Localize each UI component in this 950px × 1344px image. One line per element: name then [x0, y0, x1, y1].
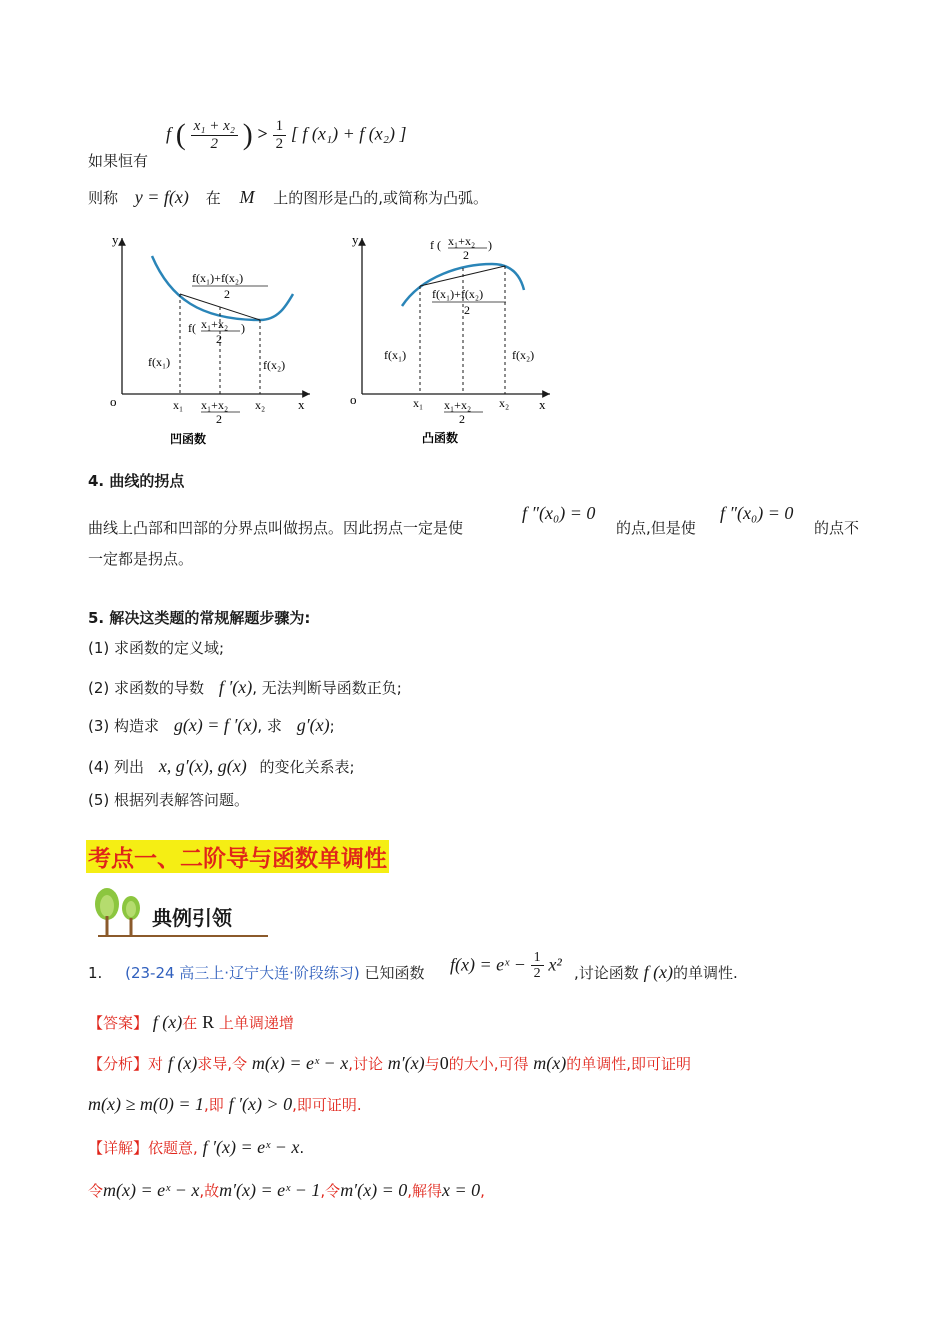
x1-tick: x₁ — [173, 398, 184, 412]
concave-curve — [152, 256, 293, 320]
analysis-text-f: 的单调性,即可证明 — [566, 1055, 692, 1073]
rhs-bracket: [ f (x₁) + f (x₂) ] — [290, 123, 407, 144]
tree-icon — [90, 886, 150, 938]
problem-func — [450, 950, 562, 982]
convex-def-line — [88, 187, 488, 208]
concave-caption: 凹函数 — [170, 432, 207, 446]
analysis-text-e: 的大小,可得 — [448, 1055, 529, 1073]
step-1: (1) 求函数的定义域; — [88, 639, 225, 657]
chord-mid-den: 2 — [464, 303, 470, 317]
section4-title: 4. 曲线的拐点 — [88, 472, 185, 490]
analysis-m-prime: m′(x) — [387, 1053, 425, 1073]
step3-g-prime: g′(x) — [296, 715, 330, 735]
detail-tag: 【详解】 — [88, 1139, 149, 1157]
fx1-label: f(x₁) — [384, 348, 407, 362]
analysis-fx: f (x) — [167, 1053, 198, 1073]
f-symbol: f — [166, 123, 172, 144]
problem-text-a: 已知函数 — [364, 964, 425, 982]
set-symbol: M — [239, 187, 255, 207]
answer-text-b: 上单调递增 — [218, 1014, 294, 1032]
x-label: x — [539, 397, 546, 412]
then-word: 则称 — [88, 189, 119, 207]
x2-tick: x₂ — [499, 396, 510, 410]
banner-underline — [98, 935, 268, 937]
detail-line-1 — [88, 1137, 304, 1158]
detail-end: . — [299, 1139, 305, 1157]
chord-mid-den: 2 — [224, 287, 230, 301]
curve-mid-den: 2 — [463, 248, 469, 262]
detail-x0: x = 0 — [442, 1180, 481, 1200]
chord-mid-label: f(x₁)+f(x₂) — [432, 287, 484, 301]
answer-fx: f (x) — [152, 1012, 183, 1032]
paren-close: ) — [242, 118, 253, 151]
section4-text-d: 一定都是拐点。 — [88, 550, 194, 568]
step2-text-b: , 无法判断导函数正负; — [252, 679, 402, 697]
answer-tag: 【答案】 — [88, 1014, 149, 1032]
convex-def-suffix: 上的图形是凸的,或简称为凸弧。 — [273, 189, 489, 207]
kaodian-heading: 考点一、二阶导与函数单调性 — [86, 840, 389, 873]
inequality-formula — [166, 118, 406, 168]
fx2-label: f(x₂) — [263, 358, 286, 372]
analysis-line-2 — [88, 1094, 362, 1115]
origin-label: o — [350, 392, 357, 407]
analysis-tag: 【分析】 — [88, 1055, 149, 1073]
x2-tick: x₂ — [255, 398, 266, 412]
analysis-text-c: ,讨论 — [348, 1055, 383, 1073]
inflection-formula-2: f ″(x₀) = 0 — [720, 503, 794, 523]
section4-text-b: 的点,但是使 — [616, 519, 696, 537]
step4-formula: x, g′(x), g(x) — [158, 756, 247, 776]
step3-formula: g(x) = f ′(x) — [173, 715, 258, 735]
step3-text-b: , 求 — [257, 717, 282, 735]
curve-mid-den: 2 — [216, 332, 222, 346]
section5-title: 5. 解决这类题的常规解题步骤为: — [88, 609, 311, 627]
convex-def-prefix: 如果恒有 — [88, 152, 149, 170]
analysis-text-d: 与 — [424, 1055, 440, 1073]
detail-text-a: 依题意, — [148, 1139, 198, 1157]
xmid-num: x₁+x₂ — [201, 398, 229, 412]
curve-mid-prefix: f( — [188, 321, 196, 335]
in-word: 在 — [205, 189, 221, 207]
curve-mid-num: x₁+x₂ — [201, 317, 229, 331]
fx2-label: f(x₂) — [512, 348, 535, 362]
problem-fx: f (x) — [643, 962, 674, 982]
analysis-inequality: m(x) ≥ m(0) = 1 — [88, 1094, 204, 1114]
curve-mid-prefix: f ( — [430, 238, 441, 252]
step2-text: (2) 求函数的导数 — [88, 679, 205, 697]
x-label: x — [298, 397, 305, 412]
xmid-den: 2 — [216, 412, 222, 426]
half-fraction: $\frac{1}{2}$ — [273, 118, 287, 152]
step4-text-b: 的变化关系表; — [259, 758, 355, 776]
detail-gu: ,故 — [199, 1182, 220, 1200]
y-label: y — [352, 232, 359, 247]
paren-open: ( — [175, 118, 186, 151]
y-label: y — [112, 232, 119, 247]
step-3 — [88, 715, 335, 736]
detail-ling2: ,令 — [320, 1182, 341, 1200]
analysis-m-def: m(x) = eˣ − x — [251, 1053, 349, 1073]
problem-1 — [88, 962, 425, 983]
xmid-num: x₁+x₂ — [444, 398, 472, 412]
section4-text-c: 的点不 — [814, 519, 860, 537]
convex-caption: 凸函数 — [422, 431, 459, 445]
problem-source: (23-24 高三上·辽宁大连·阶段练习) — [125, 964, 360, 982]
arg-fraction: $\frac{\text{x₁ + x₂}}{2}$ — [191, 118, 238, 152]
detail-m-prime-zero: m′(x) = 0 — [340, 1180, 408, 1200]
curve-mid-num: x₁+x₂ — [448, 234, 476, 248]
curve-mid-suffix: ) — [488, 238, 492, 252]
inflection-formula-1: f ″(x₀) = 0 — [522, 503, 596, 523]
problem-text-b-line — [574, 962, 738, 983]
x1-tick: x₁ — [413, 396, 424, 410]
answer-text-a: 在 — [182, 1014, 198, 1032]
concave-function-figure — [100, 228, 330, 450]
fx1-label: f(x₁) — [148, 355, 171, 369]
answer-line — [88, 1012, 294, 1033]
problem-number: 1. — [88, 964, 103, 982]
step4-text: (4) 列出 — [88, 758, 145, 776]
answer-R: R — [202, 1012, 215, 1032]
detail-jie: ,解得 — [407, 1182, 443, 1200]
example-banner-label: 典例引领 — [152, 906, 232, 930]
step3-text: (3) 构造求 — [88, 717, 160, 735]
analysis-text-h: ,即可证明. — [292, 1096, 362, 1114]
origin-label: o — [110, 394, 117, 409]
xmid-den: 2 — [459, 412, 465, 426]
step-2 — [88, 677, 402, 698]
func-tail: x² — [548, 954, 562, 975]
analysis-text-a: 对 — [148, 1055, 164, 1073]
detail-m-prime-def: m′(x) = eˣ − 1 — [219, 1180, 321, 1200]
step-4 — [88, 756, 355, 777]
func-expr: y = f(x) — [134, 187, 189, 207]
step-5: (5) 根据列表解答问题。 — [88, 791, 250, 809]
analysis-line-1 — [88, 1053, 691, 1074]
detail-line-2 — [88, 1180, 485, 1201]
example-banner — [90, 886, 270, 938]
convex-function-figure — [342, 228, 567, 450]
analysis-fprime-pos: f ′(x) > 0 — [228, 1094, 293, 1114]
step3-text-c: ; — [329, 717, 335, 735]
curve-mid-suffix: ) — [241, 321, 245, 335]
chord-mid-label: f(x₁)+f(x₂) — [192, 271, 244, 285]
analysis-text-g: ,即 — [204, 1096, 224, 1114]
problem-text-c: 的单调性. — [673, 964, 738, 982]
analysis-m: m(x) — [533, 1053, 567, 1073]
section4-text-a: 曲线上凸部和凹部的分界点叫做拐点。因此拐点一定是使 — [88, 519, 464, 537]
problem-text-b: ,讨论函数 — [574, 964, 639, 982]
analysis-zero: 0 — [439, 1053, 449, 1073]
func-lhs: f(x) = eˣ − — [450, 954, 526, 975]
detail-fprime: f ′(x) = eˣ − x — [202, 1137, 300, 1157]
detail-tail: , — [480, 1182, 485, 1200]
analysis-text-b: 求导,令 — [197, 1055, 248, 1073]
detail-ling: 令 — [88, 1182, 104, 1200]
detail-m-def: m(x) = eˣ − x — [103, 1180, 200, 1200]
gt-sign: > — [257, 123, 268, 144]
half-fraction: $\frac{1}{2}$ — [531, 950, 544, 982]
step2-formula: f ′(x) — [218, 677, 253, 697]
